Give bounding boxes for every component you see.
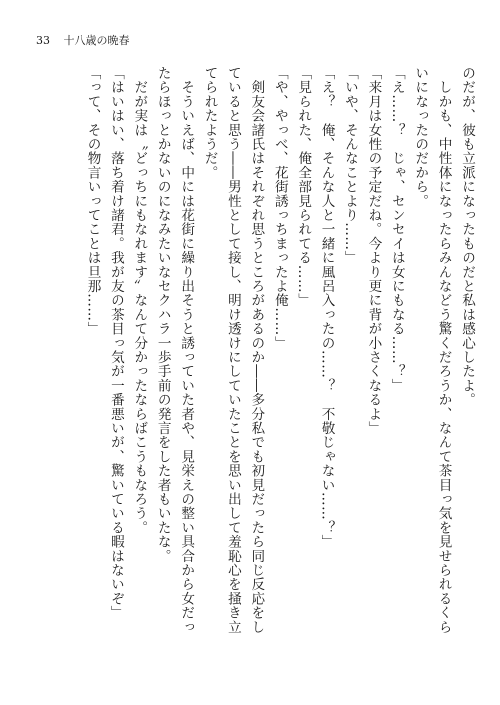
text-line: 「え？ 俺、そんな人と一緒に風呂入ったの……？ 不敬じゃない……？」 — [318, 66, 335, 549]
text-line: のだが、彼も立派になったものだと私は感心したよ。 — [459, 66, 475, 407]
text-line: しかも、中性体になったらみんなどう驚くだろうか、なんて茶目っ気を見せられるくら — [435, 66, 452, 634]
text-line: 「いや、そんなことより……」 — [341, 66, 358, 265]
text-line: だが実は〝どっちにもなれます〟なんて分かったならばこうもなろう。 — [131, 66, 148, 535]
text-line: てられたようだ。 — [201, 66, 218, 180]
text-line: いになったのだから。 — [412, 66, 429, 208]
text-line: たらほっとかないのになみたいなセクハラ一歩手前の発言をした者もいたな。 — [154, 66, 171, 563]
text-line: 「や、やっべ、花街誘っちまったよ俺……」 — [271, 66, 288, 350]
text-line: そういえば、中には花街に繰り出そうと誘っていた者や、見栄えの整い具合から女だっ — [178, 66, 195, 634]
text-line: 「はいはい、落ち着け諸君。我が友の茶目っ気が一番悪いが、驚いている暇はないぞ」 — [107, 66, 124, 620]
text-line: 「来月は女性の予定だね。今より更に背が小さくなるよ」 — [365, 66, 382, 436]
text-line: ていると思う――男性として接し、明け透けにしていたことを思い出して羞恥心を掻き立 — [224, 66, 241, 634]
page-number: 33 — [36, 34, 50, 47]
text-line: 剣友会諸氏はそれぞれ思うところがあるのか――多分私でも初見だったら同じ反応をし — [248, 66, 265, 634]
text-line: 「え……？ じゃ、センセイは女にもなる……？」 — [388, 66, 405, 393]
text-line: 「見られた、俺全部見られてる……」 — [295, 66, 312, 308]
vertical-body-text — [38, 66, 478, 686]
chapter-title: 十八歳の晩春 — [63, 34, 130, 47]
page-header — [36, 34, 130, 48]
text-line: 「って、その物言いってことは旦那……」 — [84, 66, 101, 336]
